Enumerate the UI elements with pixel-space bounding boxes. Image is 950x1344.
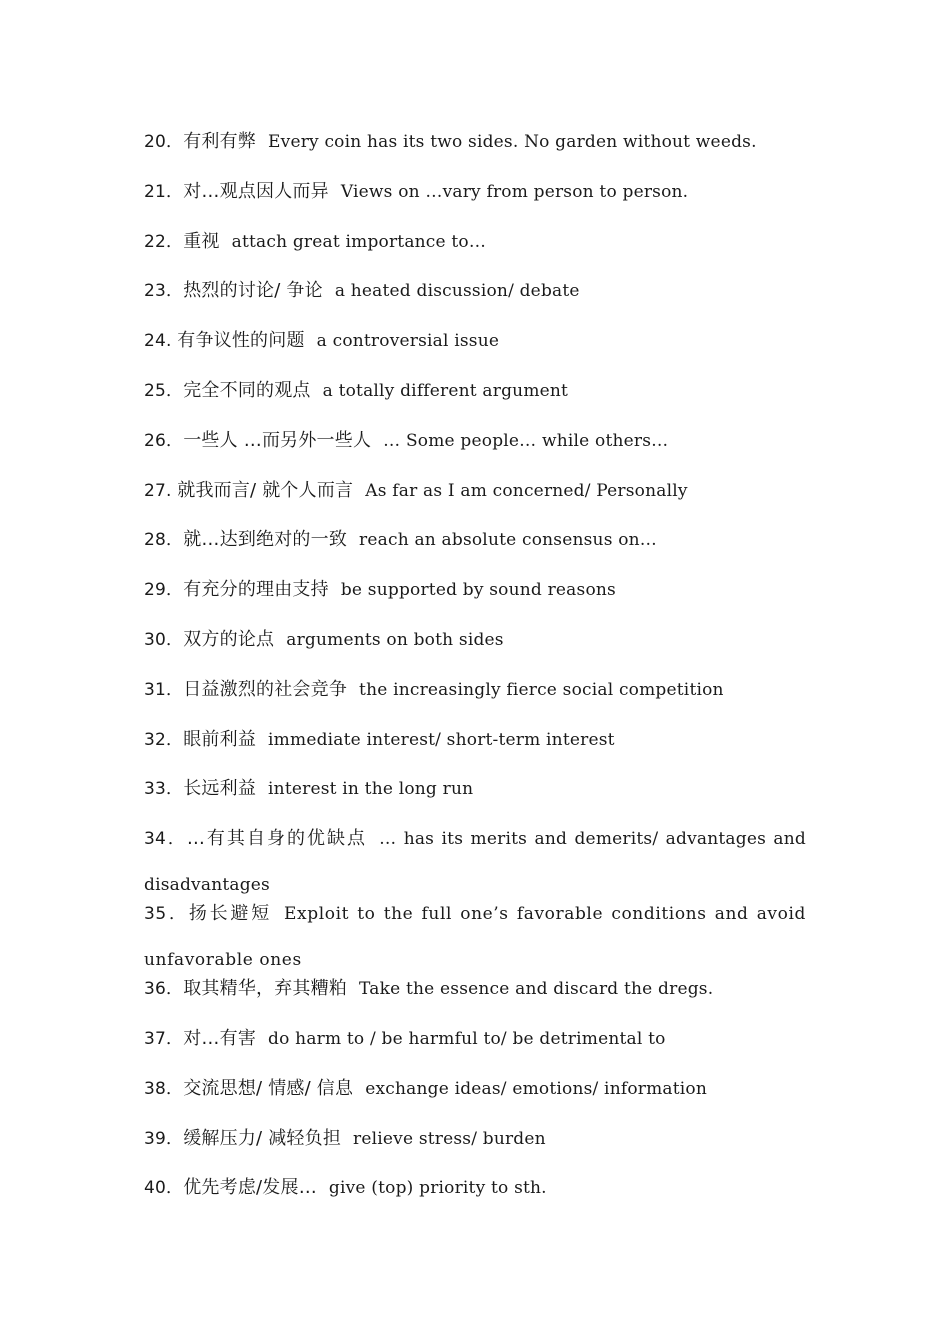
english-phrase: Take the essence and discard the dregs. xyxy=(359,979,714,1000)
item-number: 27. xyxy=(144,480,178,501)
chinese-phrase: 就…达到绝对的一致 xyxy=(183,529,348,551)
chinese-phrase: 取其精华，弃其糟粕 xyxy=(183,978,348,1000)
item-number: 26． xyxy=(144,430,184,451)
chinese-phrase: 缓解压力/ 减轻负担 xyxy=(183,1127,342,1149)
chinese-phrase: 有充分的理由支持 xyxy=(183,579,329,601)
chinese-phrase: 热烈的讨论/ 争论 xyxy=(183,280,323,302)
english-phrase: the increasingly fierce social competition xyxy=(359,679,724,700)
list-item xyxy=(144,725,806,755)
list-item xyxy=(144,376,806,406)
list-item xyxy=(144,1024,806,1054)
list-item xyxy=(144,1074,806,1104)
list-item xyxy=(144,891,806,971)
list-item xyxy=(144,525,806,555)
phrase-list xyxy=(144,127,806,1223)
item-number: 32． xyxy=(144,729,184,750)
english-phrase: interest in the long run xyxy=(268,779,474,800)
item-number: 35． xyxy=(144,904,189,925)
list-item xyxy=(144,1124,806,1154)
item-number: 38． xyxy=(144,1078,184,1099)
chinese-phrase: 优先考虑/发展… xyxy=(183,1177,317,1199)
item-number: 33． xyxy=(144,779,184,800)
item-number: 30． xyxy=(144,629,184,650)
item-number: 40． xyxy=(144,1178,184,1199)
item-number: 25． xyxy=(144,380,184,401)
chinese-phrase: 有争议性的问题 xyxy=(177,330,305,352)
chinese-phrase: 扬长避短 xyxy=(188,903,273,925)
english-phrase: a totally different argument xyxy=(322,380,569,401)
chinese-phrase: 完全不同的观点 xyxy=(183,379,311,401)
english-phrase: arguments on both sides xyxy=(286,629,504,650)
chinese-phrase: 双方的论点 xyxy=(183,628,275,650)
chinese-phrase: 日益激烈的社会竞争 xyxy=(183,678,348,700)
english-phrase: Exploit to the full one’s favorable conditions and avoid unfavorable ones xyxy=(144,904,806,971)
chinese-phrase: 对…有害 xyxy=(183,1027,257,1049)
chinese-phrase: 眼前利益 xyxy=(183,728,257,750)
list-item xyxy=(144,326,806,356)
chinese-phrase: 一些人 …而另外一些人 xyxy=(183,429,372,451)
chinese-phrase: 交流思想/ 情感/ 信息 xyxy=(183,1077,354,1099)
english-phrase: Every coin has its two sides. No garden without weeds. xyxy=(268,132,757,152)
list-item xyxy=(144,575,806,605)
list-item xyxy=(144,625,806,655)
item-number: 34． xyxy=(144,829,187,850)
list-item xyxy=(144,675,806,705)
item-number: 22． xyxy=(144,231,184,252)
english-phrase: reach an absolute consensus on… xyxy=(359,530,658,551)
item-number: 39． xyxy=(144,1128,184,1149)
item-number: 37． xyxy=(144,1028,184,1049)
english-phrase: a heated discussion/ debate xyxy=(334,281,580,302)
list-item xyxy=(144,974,806,1004)
english-phrase: As far as I am concerned/ Personally xyxy=(365,480,688,501)
chinese-phrase: 长远利益 xyxy=(183,778,257,800)
english-phrase: do harm to / be harmful to/ be detrimental to xyxy=(268,1028,666,1049)
chinese-phrase: …有其自身的优缺点 xyxy=(186,828,368,850)
list-item xyxy=(144,177,806,207)
english-phrase: … Some people… while others… xyxy=(383,430,669,451)
item-number: 23． xyxy=(144,281,184,302)
list-item xyxy=(144,276,806,306)
english-phrase: … has its merits and demerits/ advantages and disadvantages xyxy=(144,829,806,896)
english-phrase: Views on …vary from person to person. xyxy=(340,181,689,202)
english-phrase: immediate interest/ short-term interest xyxy=(268,729,615,750)
list-item xyxy=(144,476,806,506)
chinese-phrase: 重视 xyxy=(183,230,220,252)
item-number: 36． xyxy=(144,979,184,1000)
item-number: 29． xyxy=(144,580,184,601)
chinese-phrase: 就我而言/ 就个人而言 xyxy=(177,479,354,501)
item-number: 31． xyxy=(144,679,184,700)
english-phrase: be supported by sound reasons xyxy=(340,580,616,601)
chinese-phrase: 对…观点因人而异 xyxy=(183,180,329,202)
english-phrase: exchange ideas/ emotions/ information xyxy=(365,1078,708,1099)
item-number: 24. xyxy=(144,331,178,352)
english-phrase: attach great importance to… xyxy=(231,231,487,252)
item-number: 21． xyxy=(144,181,184,202)
list-item xyxy=(144,774,806,804)
list-item xyxy=(144,426,806,456)
chinese-phrase: 有利有弊 xyxy=(183,131,257,152)
list-item xyxy=(144,227,806,257)
list-item xyxy=(144,1173,806,1203)
english-phrase: a controversial issue xyxy=(316,331,500,352)
english-phrase: relieve stress/ burden xyxy=(353,1128,546,1149)
list-item xyxy=(144,816,806,896)
list-item xyxy=(144,127,806,157)
item-number: 28． xyxy=(144,530,184,551)
english-phrase: give (top) priority to sth. xyxy=(328,1178,547,1199)
item-number: 20． xyxy=(144,132,184,152)
